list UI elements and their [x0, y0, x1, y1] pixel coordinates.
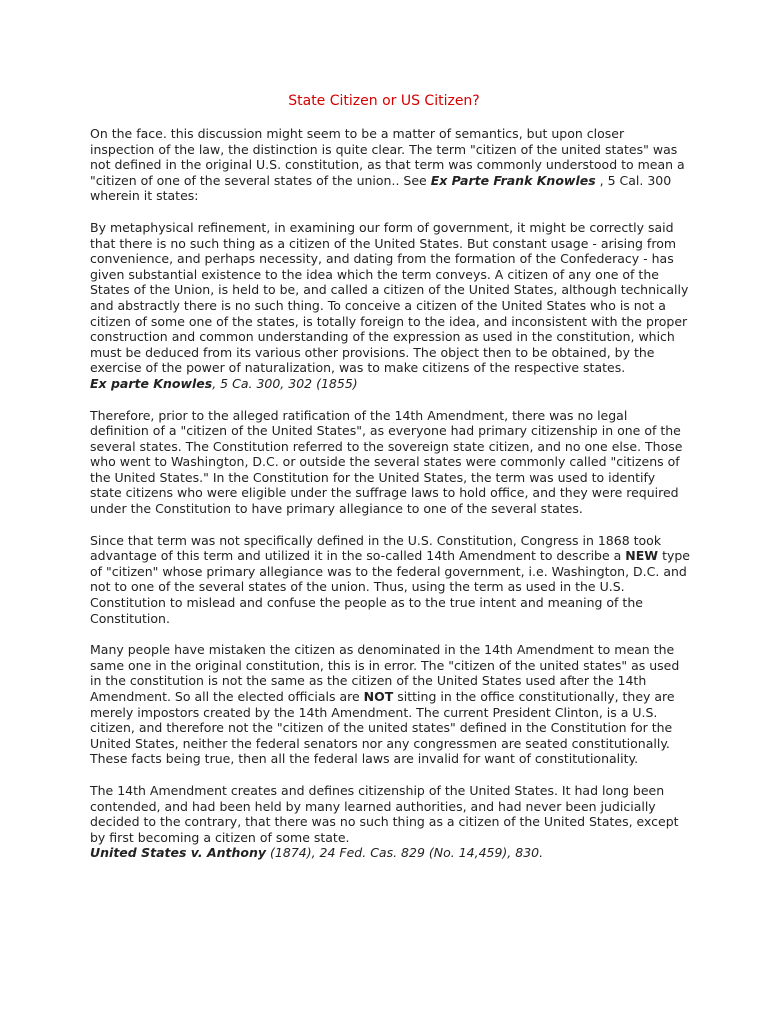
citation-knowles [90, 376, 690, 392]
quoted-passage: By metaphysical refinement, in examining our form of government, it might be correctly said that there is no such thing as a citizen of the United States. But constant usage - arising from convenience, and perhaps necessity, and dating from the formation of the Confederacy - has given substantial existence to the idea which the term conveys. A citizen of any one of the States of the Union, is held to be, and called a citizen of the United States, although technically and abstractly there is no such thing. To conceive a citizen of the United States who is not a citizen of some one of the states, is totally foreign to the idea, and inconsistent with the proper construction and common understanding of the expression as used in the constitution, which must be deduced from its various other provisions. The object then to be obtained, by the exercise of the power of naturalization, was to make citizens of the respective states. [90, 219, 689, 376]
paragraph-prior-ratification: Therefore, prior to the alleged ratification of the 14th Amendment, there was no legal definition of a "citizen of the United States", as everyone had primary citizenship in one of the several states. The Constitution referred to the sovereign state citizen, and no one else. Those who went to Washington, D.C. or outside the several states were commonly called "citizens of the United States." In the Constitution for the United States, the term was used to identify state citizens who were eligible under the suffrage laws to hold office, and they were required under the Constitution to have primary allegiance to one of the several states. [90, 407, 683, 517]
intro-paragraph [90, 126, 690, 204]
paragraph-congress-1868 [90, 533, 690, 627]
paragraph-text: Since that term was not specifically defined in the U.S. Constitution, Congress in 1868 took advantage of this term and utilized it in the so-called 14th Amendment to describe a [90, 532, 662, 564]
document-body [90, 126, 690, 877]
emphasis-not: NOT [363, 689, 394, 704]
citation-reference: , 5 Ca. 300, 302 (1855) [212, 375, 358, 391]
paragraph-mistaken-citizen [90, 642, 690, 767]
citation-reference: (1874), 24 Fed. Cas. 829 (No. 14,459), 830. [266, 845, 544, 861]
case-name-knowles: Ex Parte Frank Knowles [430, 172, 596, 188]
document-title: State Citizen or US Citizen? [288, 93, 480, 109]
paragraph-text-end: type of "citizen" whose primary allegiance was to the federal government, i.e. Washington, D.C. and not to one of the several states of the union. Thus, using the term as used in the U.S. Constitution to mislead and confuse the people as to the true intent and meaning of the Constitution. [90, 548, 690, 626]
citation-anthony [90, 845, 690, 861]
citation-case-name: Ex parte Knowles [90, 375, 213, 391]
citation-case-name: United States v. Anthony [90, 845, 267, 861]
intro-text: On the face. this discussion might seem to be a matter of semantics, but upon closer inspection of the law, the distinction is quite clear. The term "citizen of the united states" was not defined in the original U.S. constitution, as that term was commonly understood to mean a "citizen of one of the several states of the union.. See [90, 126, 685, 188]
paragraph-14th-amendment: The 14th Amendment creates and defines citizenship of the United States. It had long been contended, and had been held by many learned authorities, and had never been judicially decided to the contrary, that there was no such thing as a citizen of the United States, except by first becoming a citizen of some state. [90, 782, 679, 845]
emphasis-new: NEW [625, 548, 659, 564]
intro-text-end: , 5 Cal. 300 wherein it states: [90, 172, 672, 204]
paragraph-text: Many people have mistaken the citizen as denominated in the 14th Amendment to mean the same one in the original constitution, this is in error. The "citizen of the united states" as used in the constitution is not the same as the citizen of the United States used after the 14th Amendment. So all the elected officials are [90, 642, 680, 704]
paragraph-text-end: sitting in the office constitutionally, they are merely impostors created by the 14th Amendment. The current President Clinton, is a U.S. citizen, and therefore not the "citizen of the united states" defined in the Constitution for the United States, neither the federal senators nor any congressmen are seated constitutionally. These facts being true, then all the federal laws are invalid for want of constitutionality. [90, 689, 675, 767]
